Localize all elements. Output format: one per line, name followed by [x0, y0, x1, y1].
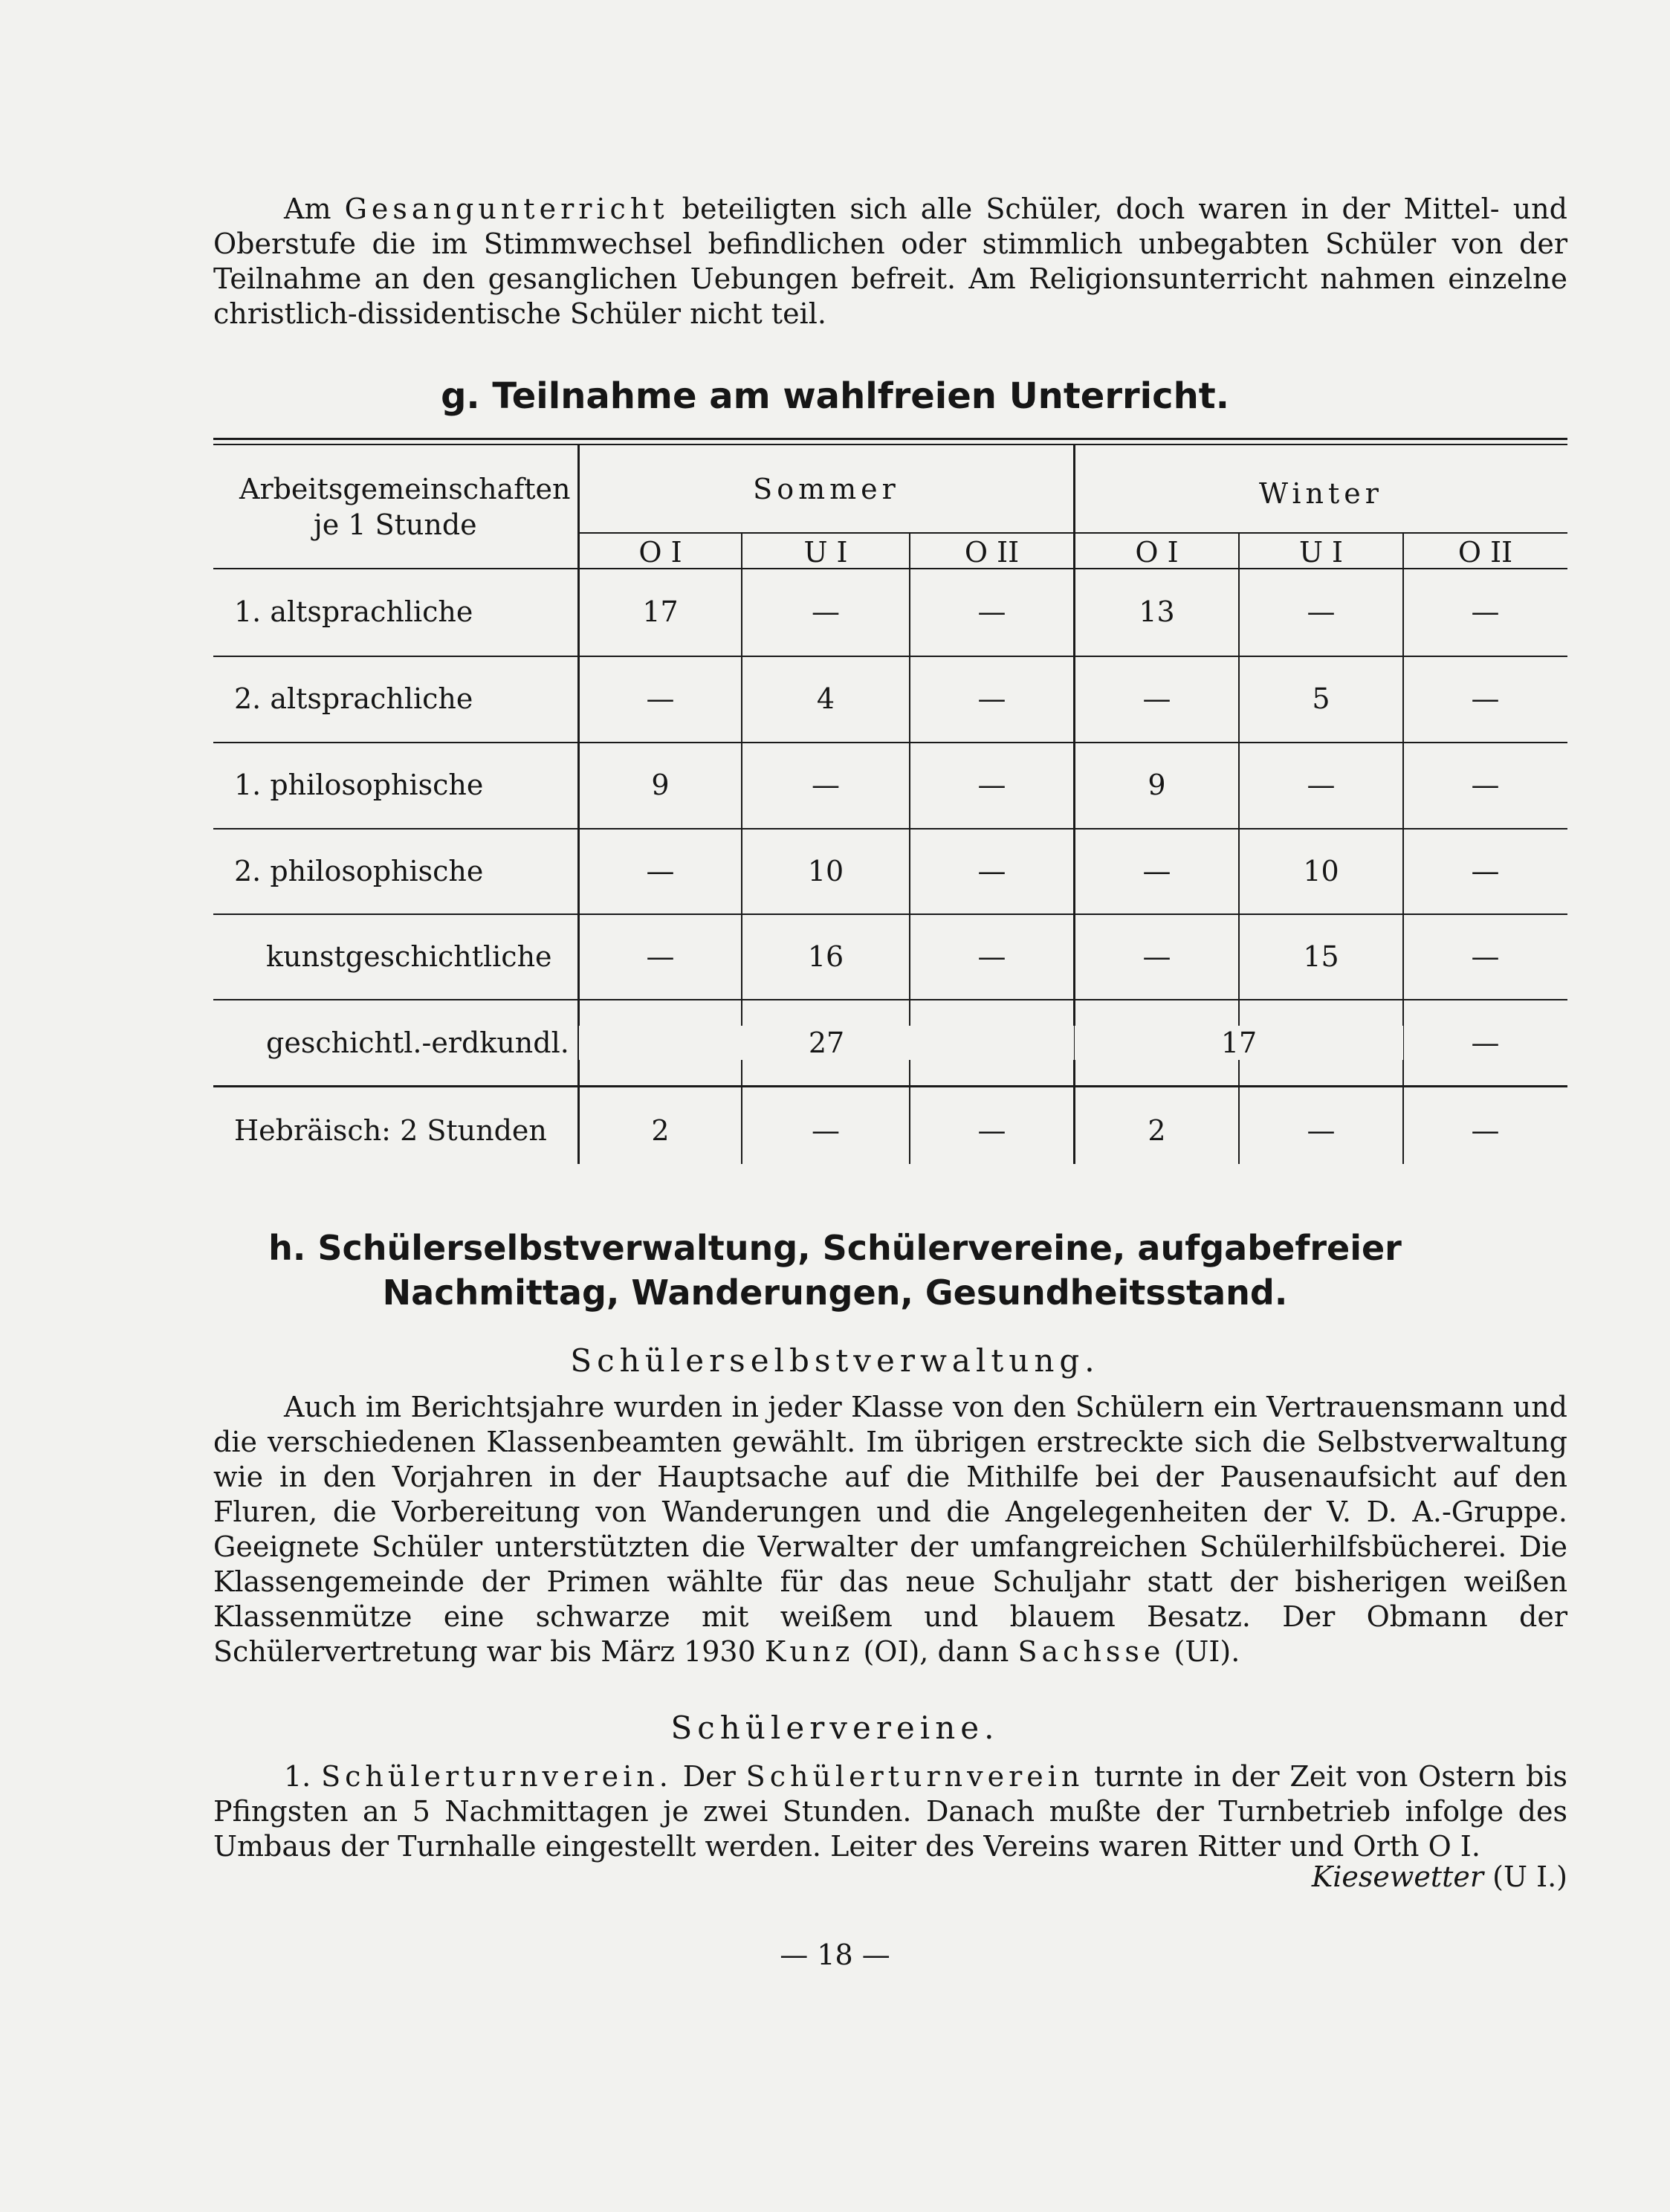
- table-cell: —: [1471, 595, 1500, 628]
- table-cell: —: [1471, 769, 1500, 801]
- table-cell: —: [1307, 769, 1336, 801]
- paragraph-text-article: Der: [682, 1760, 736, 1793]
- table-cell: —: [977, 595, 1006, 628]
- table-cell: —: [1471, 682, 1500, 715]
- signature-name: Kiesewetter: [1311, 1860, 1484, 1893]
- subcol-sommer-ui: U I: [803, 536, 848, 569]
- row-label: 2. philosophische: [234, 855, 484, 887]
- intro-spaced-word: Gesangunterricht: [344, 193, 669, 225]
- subcol-sommer-oii: O II: [964, 536, 1020, 569]
- subcol-winter-oii: O II: [1457, 536, 1513, 569]
- table-cell: —: [1307, 1114, 1336, 1147]
- row-label: 1. altsprachliche: [234, 595, 473, 628]
- row-label: kunstgeschichtliche: [266, 940, 552, 973]
- name-kunz: Kunz: [764, 1635, 855, 1668]
- list-number: 1.: [284, 1760, 311, 1793]
- table-cell: —: [977, 682, 1006, 715]
- table-cell: 2: [651, 1114, 670, 1147]
- intro-paragraph: [213, 192, 1567, 332]
- name-sachsse: Sachsse: [1017, 1635, 1165, 1668]
- table-cell: —: [812, 1114, 840, 1147]
- table-cell: —: [812, 769, 840, 801]
- paragraph-text-tail: (UI).: [1174, 1635, 1240, 1668]
- table-cell: —: [977, 940, 1006, 973]
- table-cell: 10: [1303, 855, 1339, 887]
- row-rule-3: [213, 828, 1567, 830]
- section-g-title: g. Teilnahme am wahlfreien Unterricht.: [441, 375, 1229, 417]
- table-cell: 10: [807, 855, 844, 887]
- row-rule-2: [213, 742, 1567, 743]
- row-header-line2: je 1 Stunde: [314, 508, 477, 541]
- section-h-title-line1: h. Schülerselbstverwaltung, Schülervereine, aufgabefreier: [268, 1228, 1402, 1268]
- table-cell: —: [1307, 595, 1336, 628]
- table-cell: 17: [642, 595, 679, 628]
- club-name-heading: Schülerturnverein.: [321, 1760, 673, 1793]
- table-cell: —: [977, 1114, 1006, 1147]
- merged-cell-sommer: 27: [579, 1026, 1074, 1060]
- row-label: Hebräisch: 2 Stunden: [234, 1114, 547, 1147]
- table-cell: —: [1471, 1026, 1500, 1059]
- subcol-sommer-oi: O I: [638, 536, 682, 569]
- subcol-winter-ui: U I: [1298, 536, 1344, 569]
- club-name: Schülerturnverein: [745, 1760, 1084, 1793]
- row-label: 1. philosophische: [234, 769, 484, 801]
- table-cell: 5: [1312, 682, 1330, 715]
- row-rule-5: [213, 999, 1567, 1000]
- subheading-schuelervereine: Schülervereine.: [670, 1710, 1000, 1746]
- row-label: geschichtl.-erdkundl.: [266, 1026, 569, 1059]
- paragraph-schuelervereine: [213, 1759, 1567, 1864]
- page-number: — 18 —: [780, 1938, 890, 1971]
- row-header-line1: Arbeitsgemeinschaften: [239, 473, 571, 505]
- merged-cell-winter: 17: [1075, 1026, 1403, 1060]
- intro-lead: Am: [284, 193, 331, 225]
- intro-text: beteiligten sich alle Schüler, doch waren in der Mittel- und Oberstufe die im Stimmwechsel befindlichen oder stimmlich unbegabten Schüler von der Teilnahme an den gesanglichen Uebungen befreit. Am Religionsunterricht nahmen einzelne christlich-dissidentische Schüler nicht teil.: [213, 193, 1567, 330]
- row-rule-4: [213, 913, 1567, 915]
- table-cell: 2: [1148, 1114, 1166, 1147]
- table-cell: —: [1471, 855, 1500, 887]
- table-cell: —: [1471, 940, 1500, 973]
- table-cell: 4: [816, 682, 835, 715]
- table-cell: —: [1142, 940, 1171, 973]
- paragraph-selbstverwaltung: [213, 1390, 1567, 1669]
- table-cell: 9: [651, 769, 670, 801]
- header-bottom-rule: [213, 568, 579, 569]
- table-cell: —: [977, 855, 1006, 887]
- signature-class: (U I.): [1492, 1860, 1567, 1893]
- subheading-selbstverwaltung: Schülerselbstverwaltung.: [570, 1342, 1100, 1379]
- row-rule-1: [213, 656, 1567, 657]
- row-rule-6: [213, 1085, 1567, 1087]
- table-top-rule: [213, 438, 1567, 440]
- table-cell: —: [1142, 855, 1171, 887]
- table-cell: —: [646, 682, 675, 715]
- table-cell: —: [812, 595, 840, 628]
- table-cell: —: [1471, 1114, 1500, 1147]
- table-cell: 15: [1303, 940, 1339, 973]
- signature: [1312, 1860, 1567, 1894]
- group-winter: Winter: [1259, 477, 1383, 510]
- paragraph-text: turnte in der Zeit von Ostern bis Pfingsten an 5 Nachmittagen je zwei Stunden. Danach mußte der Turnbetrieb infolge des Umbaus der Turnhalle eingestellt werden. Leiter des Vereins waren Ritter und Orth O I.: [213, 1760, 1567, 1863]
- table-cell: 9: [1148, 769, 1166, 801]
- table-top-rule-2: [213, 444, 1567, 445]
- table-cell: —: [646, 940, 675, 973]
- paragraph-text-mid: (OI), dann: [863, 1635, 1009, 1668]
- paragraph-text: Auch im Berichtsjahre wurden in jeder Klasse von den Schülern ein Vertrauensmann und die verschiedenen Klassenbeamten gewählt. Im übrigen erstreckte sich die Selbstverwaltung wie in den Vorjahren in der Hauptsache auf die Mithilfe bei der Pausenaufsicht auf den Fluren, die Vorbereitung von Wanderungen und die Angelegenheiten der V. D. A.-Gruppe. Geeignete Schüler unterstützten die Verwalter der umfangreichen Schülerhilfsbücherei. Die Klassengemeinde der Primen wählte für das neue Schuljahr statt der bisherigen weißen Klassenmütze eine schwarze mit weißem und blauem Besatz. Der Obmann der Schülervertretung war bis März 1930: [213, 1391, 1567, 1668]
- row-label: 2. altsprachliche: [234, 682, 473, 715]
- table-cell: 13: [1139, 595, 1175, 628]
- table-cell: —: [977, 769, 1006, 801]
- group-sommer: Sommer: [753, 473, 900, 505]
- section-h-title-line2: Nachmittag, Wanderungen, Gesundheitsstand.: [382, 1272, 1288, 1313]
- table-cell: —: [646, 855, 675, 887]
- table-cell: —: [1142, 682, 1171, 715]
- subcol-winter-oi: O I: [1135, 536, 1179, 569]
- table-cell: 16: [807, 940, 844, 973]
